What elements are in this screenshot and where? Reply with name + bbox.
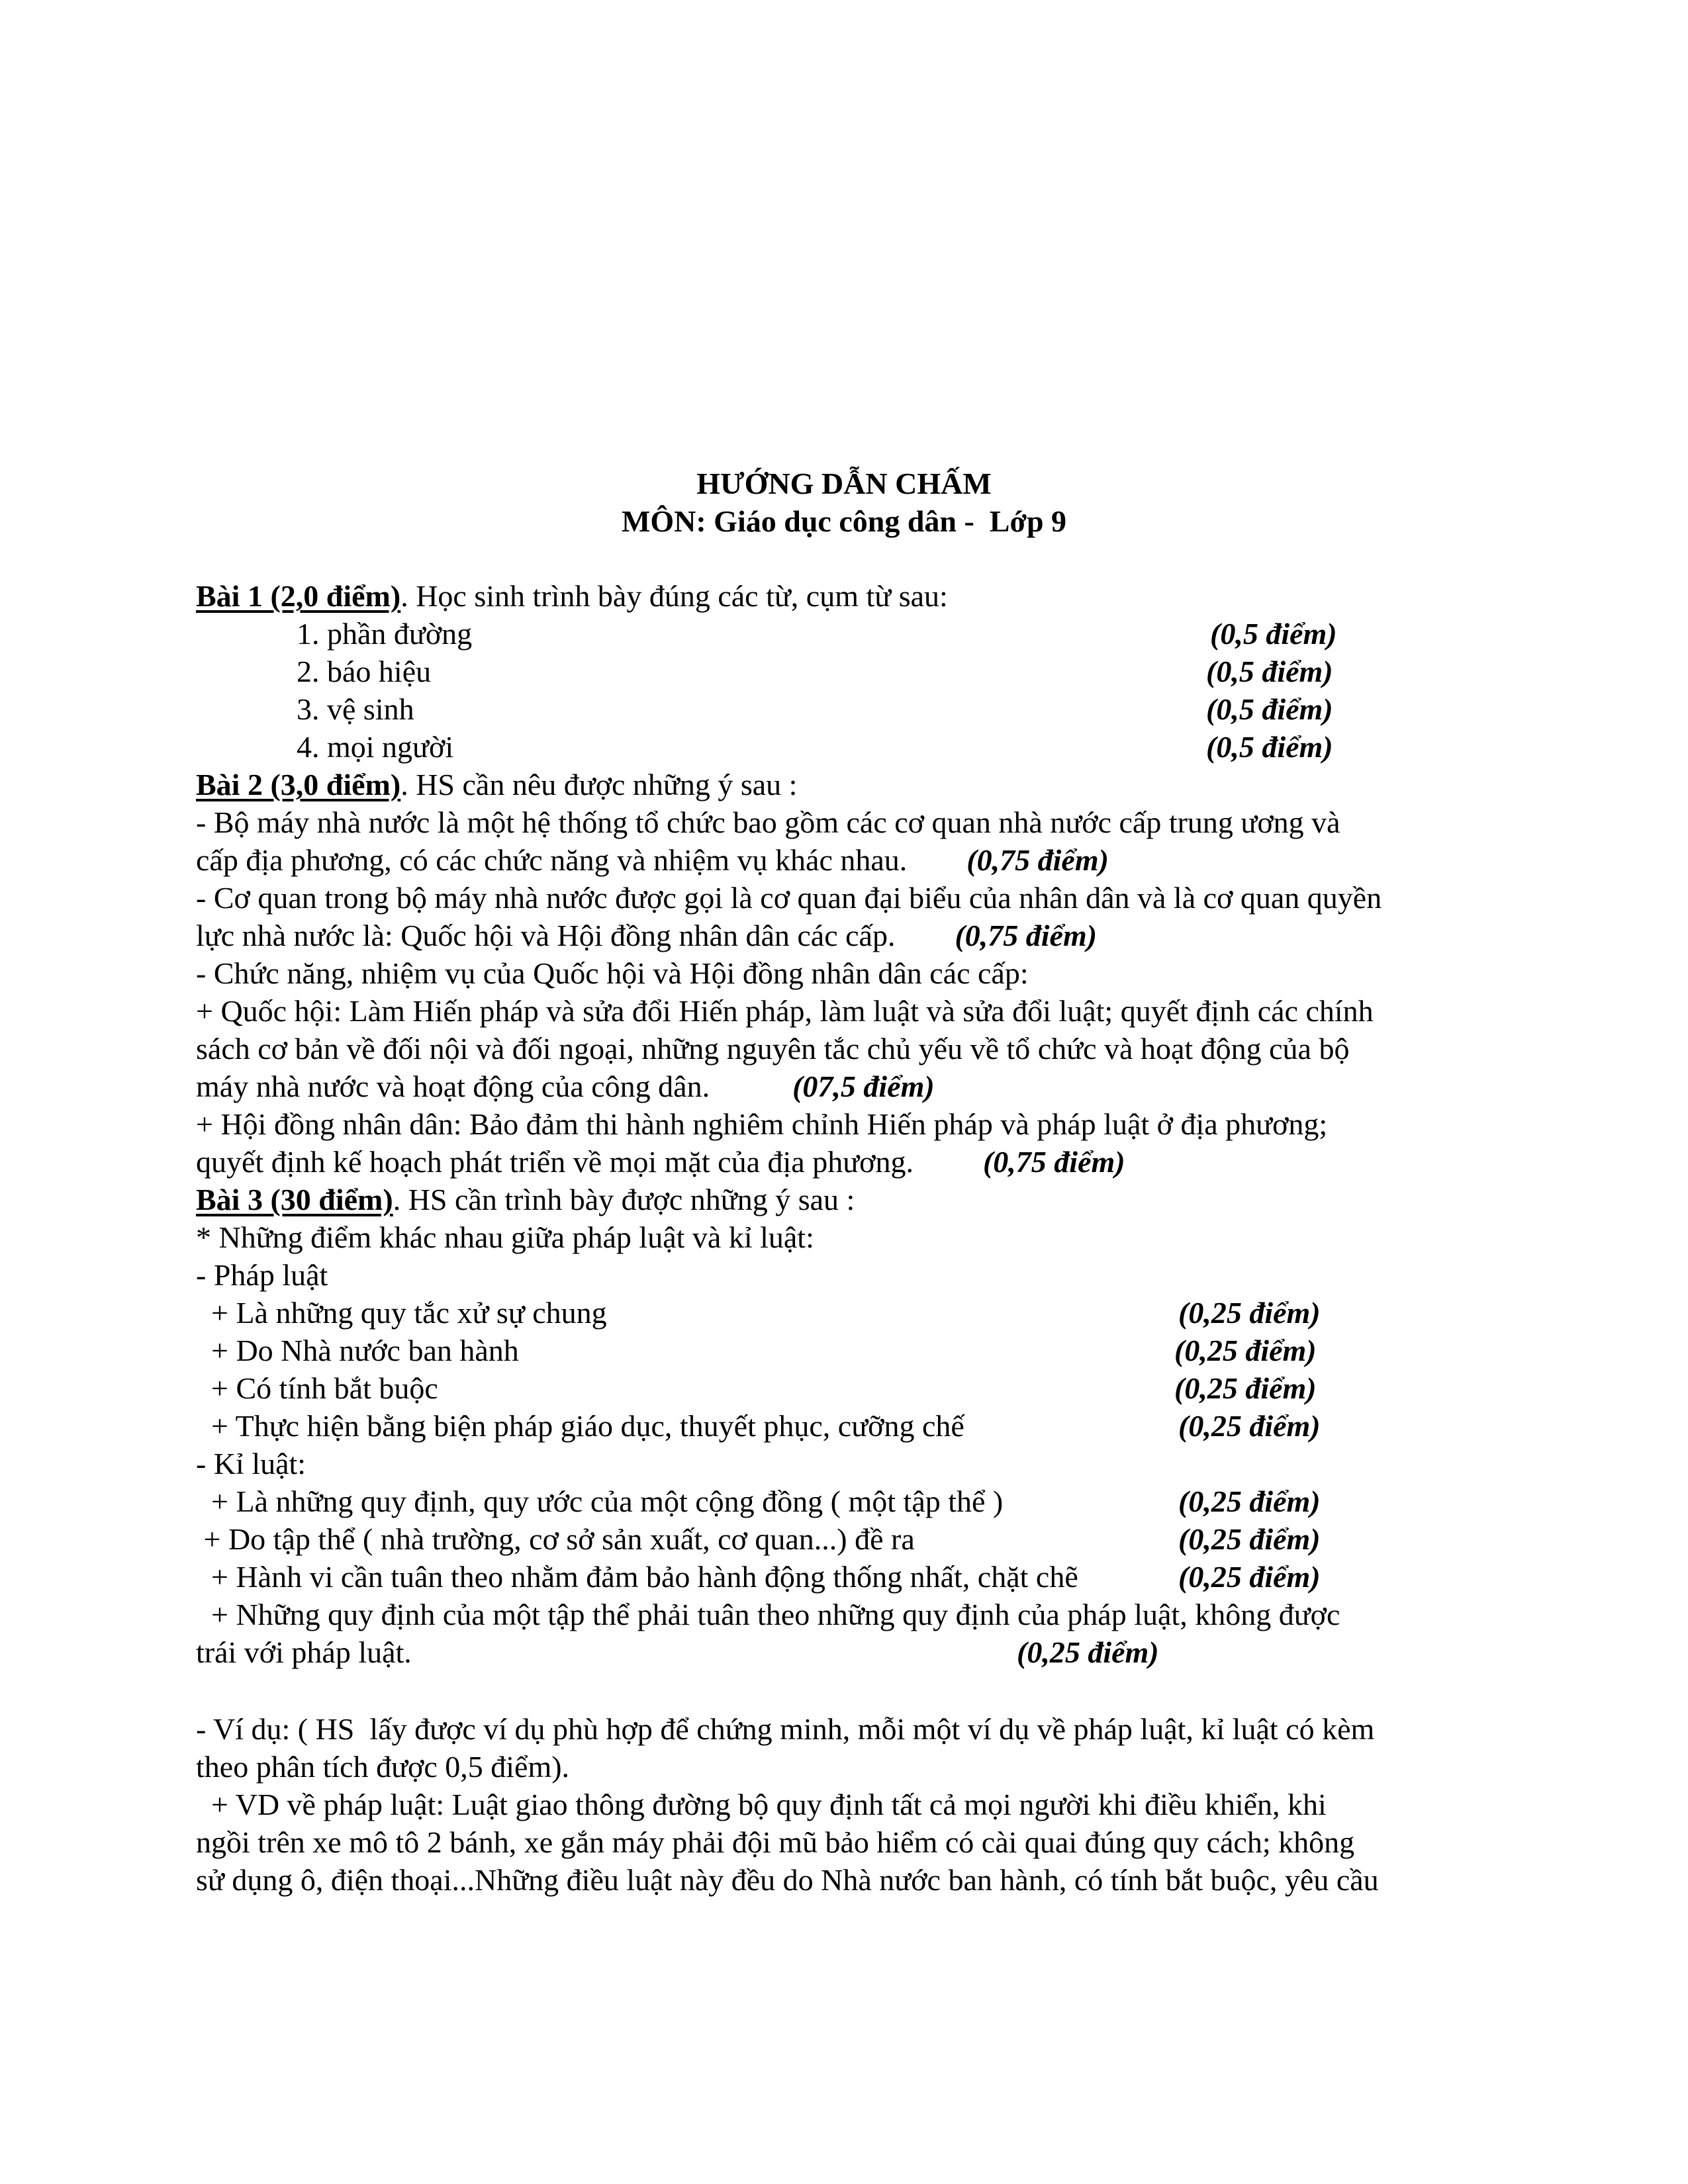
- bai3-pl-item-1-score: (0,25 điểm): [1178, 1296, 1321, 1330]
- bai2-line-4: [196, 921, 1097, 951]
- bai3-kl-item-1: + Là những quy định, quy ước của một cộng đồng ( một tập thể ): [196, 1484, 1004, 1518]
- bai2-line-2-text: cấp địa phương, có các chức năng và nhiệm vụ khác nhau.: [196, 843, 908, 877]
- bai2-line-6: + Quốc hội: Làm Hiến pháp và sửa đổi Hiến pháp, làm luật và sửa đổi luật; quyết định các chính: [196, 994, 1374, 1028]
- bai1-label: Bài 1 (2,0 điểm): [196, 579, 401, 613]
- bai1-item-4-score: (0,5 điểm): [1206, 730, 1333, 764]
- bai3-vidu-2: theo phân tích được 0,5 điểm).: [196, 1750, 570, 1784]
- bai1-item-3-score: (0,5 điểm): [1206, 692, 1333, 726]
- bai2-line-5: - Chức năng, nhiệm vụ của Quốc hội và Hội đồng nhân dân các cấp:: [196, 956, 1029, 990]
- bai2-line-2: [196, 845, 1109, 876]
- bai3-kl-last-2: trái với pháp luật.: [196, 1635, 412, 1669]
- bai2-heading: [196, 770, 797, 800]
- bai1-heading: [196, 581, 948, 612]
- bai3-diff: * Những điểm khác nhau giữa pháp luật và kỉ luật:: [196, 1220, 814, 1254]
- bai3-vd-2: ngồi trên xe mô tô 2 bánh, xe gắn máy phải đội mũ bảo hiểm có cài quai đúng quy cách; không: [196, 1825, 1355, 1859]
- bai1-item-2-score: (0,5 điểm): [1206, 655, 1333, 688]
- bai3-phapluat: - Pháp luật: [196, 1258, 328, 1292]
- bai3-heading: [196, 1185, 855, 1215]
- bai3-pl-item-3-score: (0,25 điểm): [1174, 1371, 1317, 1405]
- bai3-pl-item-2-score: (0,25 điểm): [1174, 1334, 1317, 1367]
- bai3-pl-item-4-score: (0,25 điểm): [1178, 1409, 1321, 1443]
- bai3-pl-item-4: + Thực hiện bằng biện pháp giáo dục, thuyết phục, cưỡng chế: [196, 1409, 964, 1443]
- bai3-intro: . HS cần trình bày được những ý sau :: [393, 1183, 855, 1216]
- bai1-item-2: 2. báo hiệu: [297, 655, 432, 688]
- bai2-line-2-score: (0,75 điểm): [966, 843, 1109, 877]
- bai2-line-7: sách cơ bản về đối nội và đối ngoại, những nguyên tắc chủ yếu về tổ chức và hoạt động của bộ: [196, 1032, 1350, 1066]
- bai2-line-4-score: (0,75 điểm): [955, 919, 1098, 952]
- bai1-item-3: 3. vệ sinh: [297, 692, 414, 726]
- bai3-kl-item-3: + Hành vi cần tuân theo nhằm đảm bảo hành động thống nhất, chặt chẽ: [196, 1560, 1078, 1594]
- doc-subject: MÔN: Giáo dục công dân - Lớp 9: [621, 504, 1067, 538]
- bai2-line-10-score: (0,75 điểm): [982, 1145, 1125, 1179]
- bai2-line-3: - Cơ quan trong bộ máy nhà nước được gọi là cơ quan đại biểu của nhân dân và là cơ quan quyền: [196, 881, 1382, 915]
- bai3-kl-item-2-score: (0,25 điểm): [1178, 1522, 1321, 1556]
- bai3-pl-item-3: + Có tính bắt buộc: [196, 1371, 438, 1405]
- bai3-vd-3: sử dụng ô, điện thoại...Những điều luật này đều do Nhà nước ban hành, có tính bắt buộc, yêu cầu: [196, 1863, 1379, 1897]
- bai1-intro: . Học sinh trình bày đúng các từ, cụm từ sau:: [400, 579, 948, 613]
- bai3-vidu-1: - Ví dụ: ( HS lấy được ví dụ phù hợp để chứng minh, mỗi một ví dụ về pháp luật, kỉ luật có kèm: [196, 1712, 1375, 1746]
- bai1-item-4: 4. mọi người: [297, 730, 454, 764]
- bai3-pl-item-1: + Là những quy tắc xử sự chung: [196, 1296, 607, 1330]
- bai2-line-10-text: quyết định kế hoạch phát triển về mọi mặt của địa phương.: [196, 1145, 914, 1179]
- bai3-kl-item-1-score: (0,25 điểm): [1178, 1484, 1321, 1518]
- bai2-line-9: + Hội đồng nhân dân: Bảo đảm thi hành nghiêm chỉnh Hiến pháp và pháp luật ở địa phương;: [196, 1107, 1328, 1141]
- bai2-line-8-text: máy nhà nước và hoạt động của công dân.: [196, 1069, 710, 1103]
- bai3-kl-item-2: + Do tập thể ( nhà trường, cơ sở sản xuất, cơ quan...) đề ra: [196, 1522, 915, 1556]
- bai1-item-1-score: (0,5 điểm): [1210, 617, 1337, 651]
- bai3-kl-item-3-score: (0,25 điểm): [1178, 1560, 1321, 1594]
- bai3-pl-item-2: + Do Nhà nước ban hành: [196, 1334, 519, 1367]
- bai2-line-8: [196, 1071, 935, 1102]
- bai1-item-1: 1. phần đường: [297, 617, 473, 651]
- bai3-kl-last-2-score: (0,25 điểm): [1017, 1635, 1159, 1669]
- bai3-vd-1: + VD về pháp luật: Luật giao thông đường bộ quy định tất cả mọi người khi điều khiển, khi: [196, 1788, 1327, 1821]
- bai3-kl-last-1: + Những quy định của một tập thể phải tuân theo những quy định của pháp luật, không được: [196, 1598, 1340, 1631]
- bai2-line-4-text: lực nhà nước là: Quốc hội và Hội đồng nhân dân các cấp.: [196, 919, 896, 952]
- bai2-intro: . HS cần nêu được những ý sau :: [400, 768, 798, 801]
- bai2-line-1: - Bộ máy nhà nước là một hệ thống tổ chức bao gồm các cơ quan nhà nước cấp trung ương và: [196, 805, 1340, 839]
- bai2-line-8-score: (07,5 điểm): [792, 1069, 935, 1103]
- bai2-line-10: [196, 1147, 1125, 1177]
- bai3-kiluat: - Kỉ luật:: [196, 1447, 306, 1480]
- bai2-label: Bài 2 (3,0 điểm): [196, 768, 401, 801]
- doc-title: HƯỚNG DẪN CHẤM: [696, 467, 992, 500]
- bai3-label: Bài 3 (30 điểm): [196, 1183, 393, 1216]
